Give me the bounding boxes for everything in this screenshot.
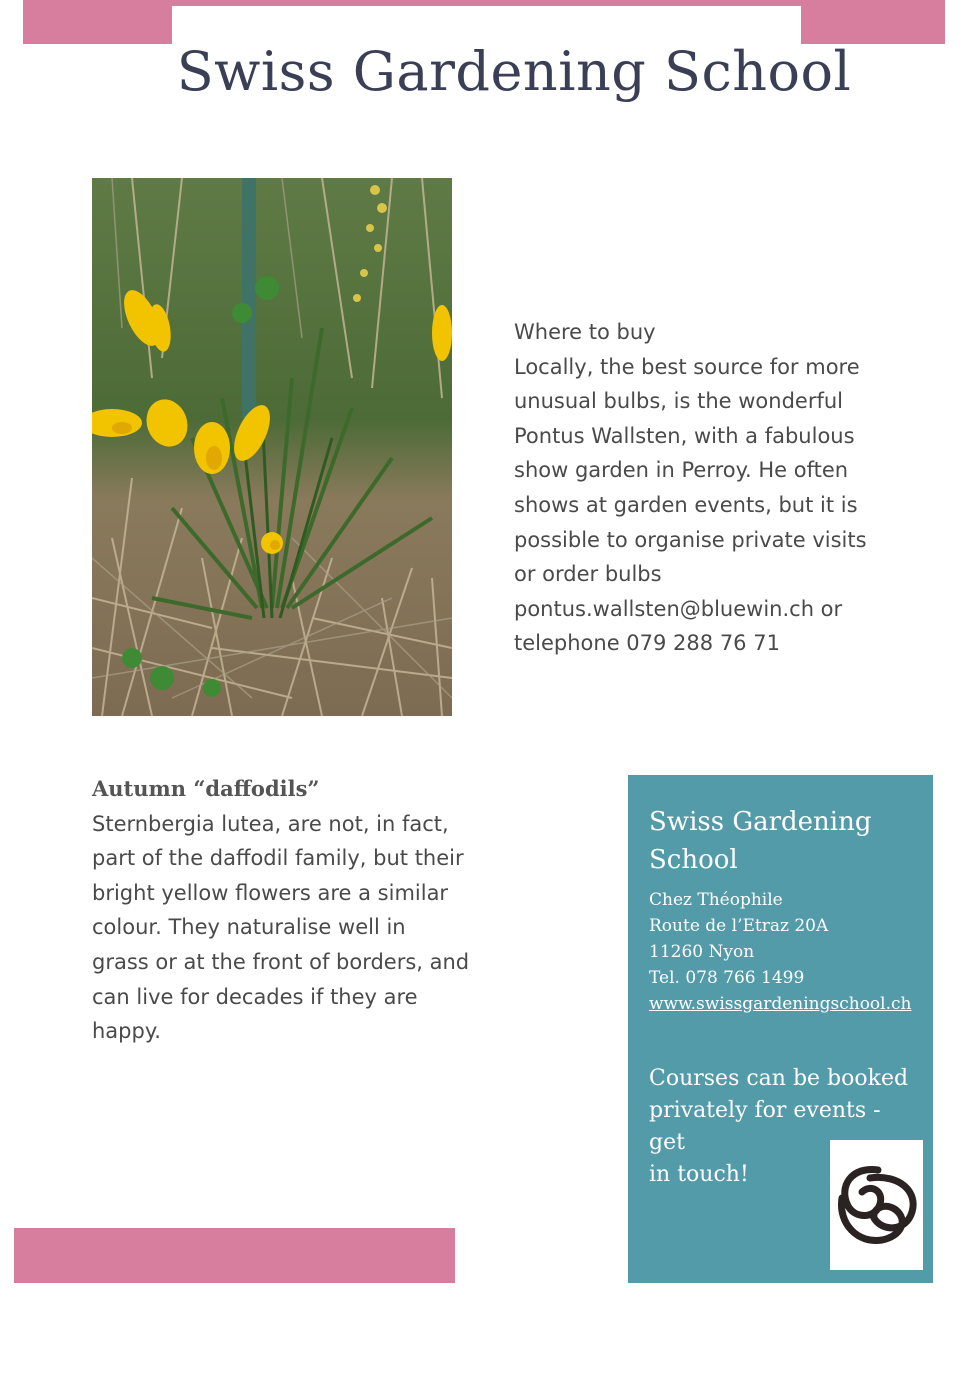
autumn-line: part of the daffodil family, but their [92,846,464,871]
where-to-buy-text [514,315,874,661]
decorative-pink-bar-bottom [14,1228,455,1283]
address-line: 11260 Nyon [649,942,755,962]
where-to-buy-line: Where to buy [514,320,656,344]
autumn-line: bright yellow flowers are a similar [92,880,449,905]
where-to-buy-line: shows at garden events, but it is [514,492,858,517]
booking-note-line: in touch! [649,1162,749,1187]
decorative-pink-line-top [172,0,801,6]
where-to-buy-line: pontus.wallsten@bluewin.ch or [514,596,843,621]
autumn-daffodils-text [92,772,472,1049]
card-title-line: Swiss Gardening [649,807,872,837]
yellow-flowers-photo [92,178,452,716]
card-title-line: School [649,845,738,875]
address-line: Route de l’Etraz 20A [649,916,829,936]
where-to-buy-line: Locally, the best source for more [514,354,860,379]
where-to-buy-line: show garden in Perroy. He often [514,458,849,483]
card-address [649,887,929,1017]
booking-note-line: privately for events - get [649,1098,881,1155]
autumn-line: happy. [92,1019,161,1044]
school-logo-icon [830,1140,923,1270]
card-title [649,803,919,879]
autumn-line: can live for decades if they are [92,984,418,1009]
autumn-line: colour. They naturalise well in [92,915,406,940]
where-to-buy-line: possible to organise private visits [514,527,867,552]
where-to-buy-line: telephone 079 288 76 71 [514,631,780,656]
booking-note-line: Courses can be booked [649,1066,909,1091]
autumn-line: grass or at the front of borders, and [92,949,470,974]
contact-card [628,775,933,1283]
address-line: Chez Théophile [649,890,783,910]
where-to-buy-line: unusual bulbs, is the wonderful [514,389,843,414]
where-to-buy-line: or order bulbs [514,562,662,587]
decorative-pink-bar-top-right [801,0,945,44]
autumn-daffodils-heading: Autumn “daffodils” [92,776,320,801]
page-title: Swiss Gardening School [176,40,852,103]
phone-line: Tel. 078 766 1499 [649,968,805,988]
autumn-line: Sternbergia lutea, are not, in fact, [92,811,449,836]
decorative-pink-bar-top-left [23,0,172,44]
website-link[interactable]: www.swissgardeningschool.ch [649,994,912,1014]
where-to-buy-line: Pontus Wallsten, with a fabulous [514,423,855,448]
